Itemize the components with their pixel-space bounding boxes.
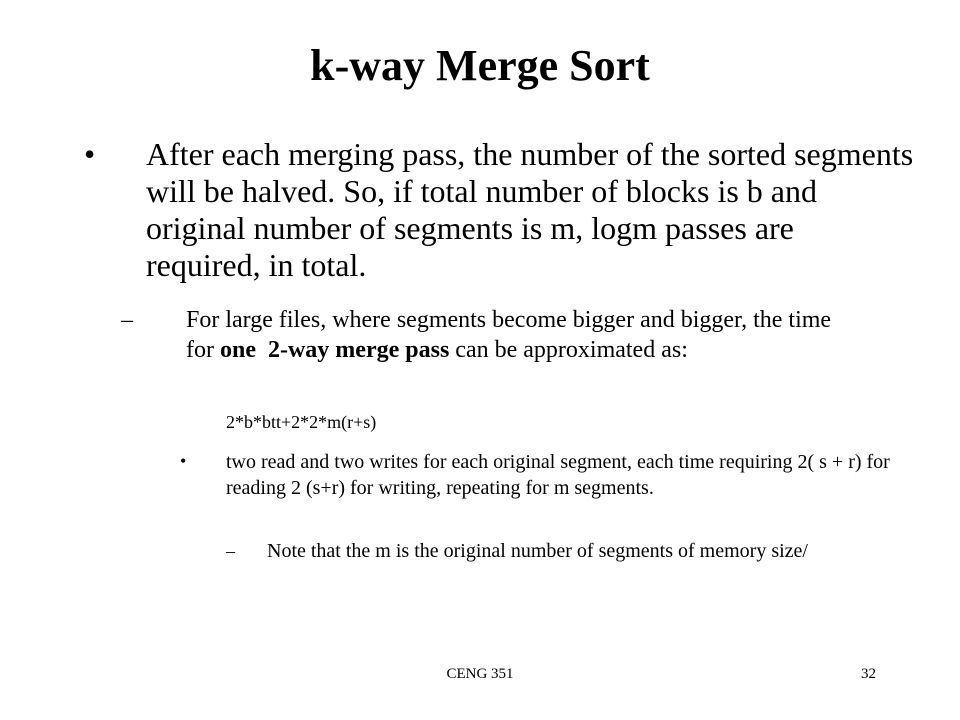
page-number: 32 [861, 666, 876, 682]
level3-bullet-text: two read and two writes for each original segment, each time requiring 2( s + r) for reading 2 (s+r) for writing, repeating for m segments. [226, 451, 890, 499]
dash-marker-level4: – [226, 541, 235, 561]
main-bullet-text: After each merging pass, the number of the sorted segments will be halved. So, if total number of blocks is b and original number of segments is m, logm passes are required, in total. [146, 136, 914, 283]
bullet-marker: • [84, 136, 96, 172]
sub-bullet-text-end: can be approximated as: [449, 337, 688, 363]
sub-bullet-text-part: For large files, where segments become bigger and bigger, the time for [186, 307, 832, 363]
formula: 2*b*btt+2*2*m(r+s) [226, 412, 377, 432]
level4-bullet-text: Note that the m is the original number of segments of memory size/ [267, 540, 808, 562]
footer-course: CENG 351 [446, 666, 514, 682]
bold-one: one [219, 337, 256, 363]
dash-marker: – [121, 307, 133, 333]
slide-title: k-way Merge Sort [310, 41, 650, 90]
bullet-marker-level3: • [180, 451, 187, 471]
bold-merge-pass: 2-way merge pass [267, 337, 450, 363]
sub-bullet-text [186, 305, 846, 365]
sub-bullet-spacer [256, 337, 268, 363]
